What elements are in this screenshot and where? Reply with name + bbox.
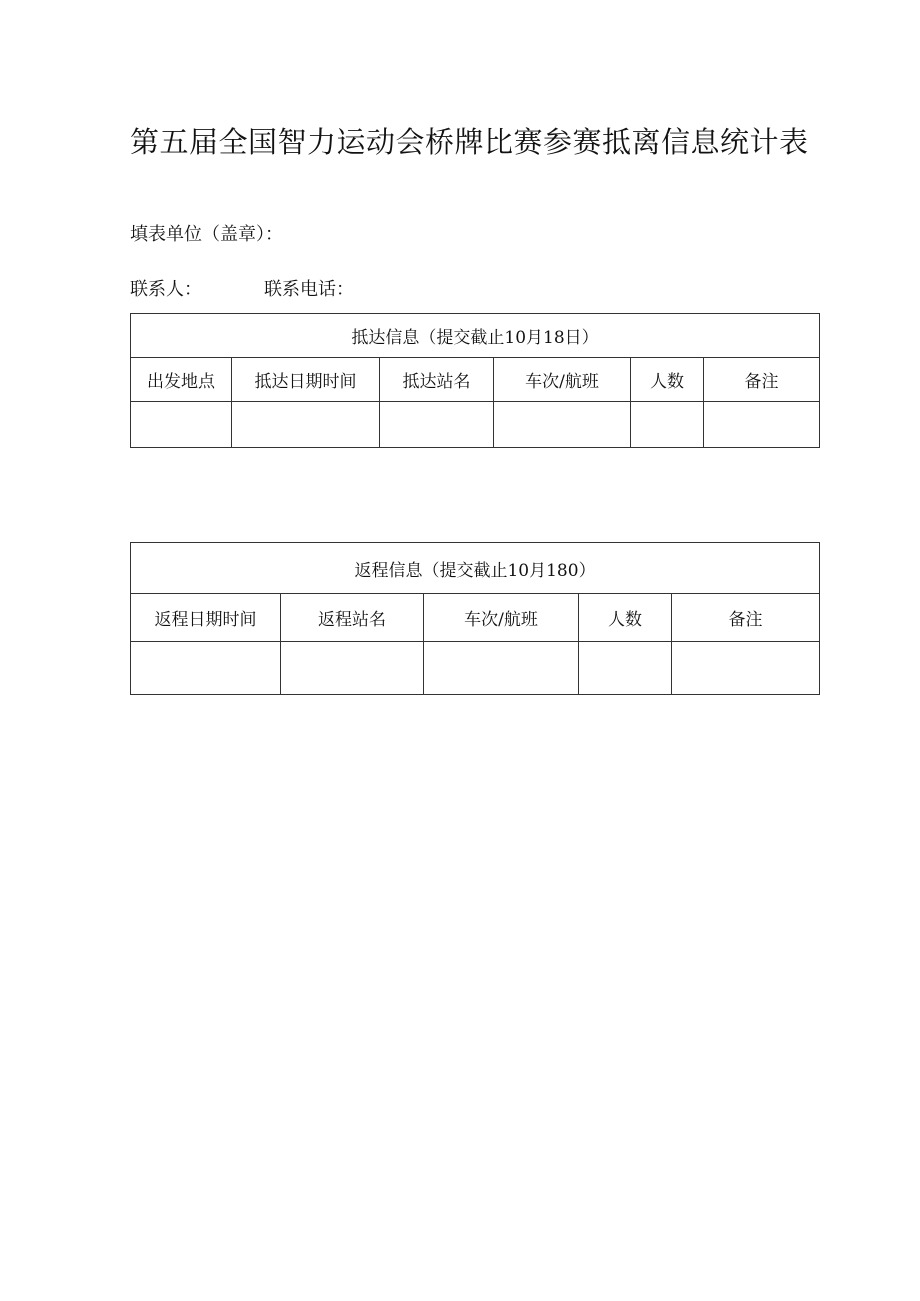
column-header-train-flight: 车次/航班: [424, 594, 579, 642]
table-cell[interactable]: [704, 402, 820, 448]
contact-phone-label: 联系电话：: [264, 279, 354, 300]
table-row: [131, 402, 820, 448]
table-cell[interactable]: [131, 642, 281, 695]
column-header-headcount: 人数: [579, 594, 672, 642]
table-cell[interactable]: [579, 642, 672, 695]
table-cell[interactable]: [672, 642, 820, 695]
return-info-table: [130, 542, 820, 695]
column-header-train-flight: 车次/航班: [494, 358, 631, 402]
column-header-arrival-station: 抵达站名: [380, 358, 494, 402]
column-header-arrival-datetime: 抵达日期时间: [232, 358, 380, 402]
column-header-return-station: 返程站名: [281, 594, 424, 642]
table-cell[interactable]: [232, 402, 380, 448]
arrival-info-table: [130, 313, 820, 448]
table-cell[interactable]: [281, 642, 424, 695]
table-cell[interactable]: [131, 402, 232, 448]
column-header-headcount: 人数: [631, 358, 704, 402]
column-header-remarks: 备注: [672, 594, 820, 642]
column-header-return-datetime: 返程日期时间: [131, 594, 281, 642]
return-table-caption: 返程信息（提交截止10月180）: [131, 543, 820, 594]
table-cell[interactable]: [424, 642, 579, 695]
table-cell[interactable]: [631, 402, 704, 448]
filling-unit-label: 填表单位（盖章）：: [130, 224, 283, 245]
table-row: [131, 642, 820, 695]
contact-line: [130, 277, 354, 303]
arrival-table-caption: 抵达信息（提交截止10月18日）: [131, 314, 820, 358]
table-cell[interactable]: [380, 402, 494, 448]
column-header-remarks: 备注: [704, 358, 820, 402]
page-title: 第五届全国智力运动会桥牌比赛参赛抵离信息统计表: [130, 125, 809, 159]
table-cell[interactable]: [494, 402, 631, 448]
contact-person-label: 联系人：: [130, 279, 202, 300]
column-header-departure-place: 出发地点: [131, 358, 232, 402]
